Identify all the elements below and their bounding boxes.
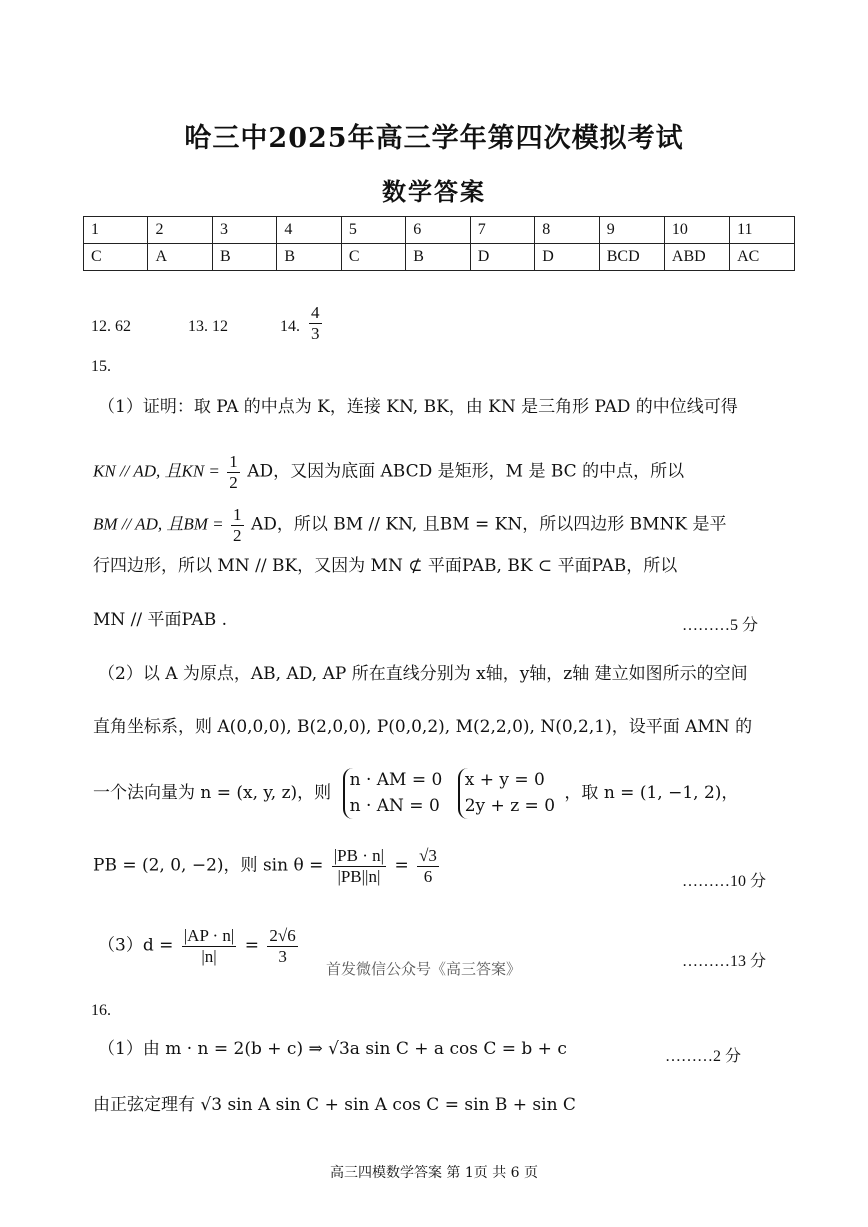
equals-sign: = bbox=[244, 935, 259, 956]
q15-part2-score: ………10 分 bbox=[682, 873, 767, 890]
fraction-denominator: |PB||n| bbox=[337, 866, 381, 886]
answer-cell: AC bbox=[730, 244, 795, 271]
q16-part1-score: ………2 分 bbox=[665, 1048, 742, 1065]
answer-table-number-row bbox=[84, 217, 795, 244]
q15-part2-line4 bbox=[93, 846, 442, 886]
q15-kn-statement: KN // AD, 且KN = bbox=[93, 461, 220, 481]
q15-part1-line2 bbox=[93, 452, 684, 492]
q16-part1-line: （1）由 m · n = 2(b + c) ⇒ √3a sin C + a cos C = b + c bbox=[98, 1039, 567, 1059]
fraction-numerator: |PB · n| bbox=[333, 846, 385, 865]
q15-bm-statement: BM // AD, 且BM = bbox=[93, 514, 224, 534]
question-number-cell: 9 bbox=[599, 217, 664, 244]
answer-cell: B bbox=[212, 244, 276, 271]
system-of-equations-1 bbox=[343, 768, 443, 819]
equation: x + y = 0 bbox=[464, 770, 545, 790]
q15-distance-label: （3）d = bbox=[98, 935, 174, 956]
equation: n · AN = 0 bbox=[349, 795, 440, 816]
q15-part3-score: ………13 分 bbox=[682, 953, 767, 970]
q15-part2-line1: （2）以 A 为原点，AB, AD, AP 所在直线分别为 x轴，y轴，z轴 建立如图所示的空间 bbox=[98, 664, 748, 684]
answer-q14-fraction bbox=[309, 303, 322, 343]
q15-part3-line bbox=[98, 926, 301, 966]
fraction-distance-value bbox=[267, 926, 297, 966]
answer-cell: BCD bbox=[599, 244, 664, 271]
equation: 2y + z = 0 bbox=[464, 795, 556, 816]
question-15-label: 15. bbox=[91, 358, 111, 375]
q16-part1-line2: 由正弦定理有 √3 sin A sin C + sin A cos C = sin B + sin C bbox=[93, 1095, 576, 1115]
fraction-distance bbox=[182, 926, 237, 966]
fraction-denominator: 3 bbox=[311, 323, 320, 343]
answer-cell: C bbox=[341, 244, 405, 271]
answer-cell: A bbox=[148, 244, 212, 271]
fraction-numerator: √3 bbox=[419, 846, 437, 865]
fraction-denominator: 6 bbox=[423, 866, 433, 886]
answer-cell: C bbox=[84, 244, 148, 271]
fraction-one-half bbox=[231, 505, 244, 545]
q15-part1-line3 bbox=[93, 505, 727, 545]
system-of-equations-2 bbox=[458, 768, 555, 819]
question-number-cell: 5 bbox=[341, 217, 405, 244]
q15-parallelogram-statement: AD，所以 BM // KN, 且BM = KN，所以四边形 BMNK 是平 bbox=[250, 514, 727, 535]
fraction-sin-value bbox=[417, 846, 439, 886]
fraction-numerator: 4 bbox=[311, 303, 320, 322]
page-subtitle: 数学答案 bbox=[382, 177, 486, 206]
question-number-cell: 11 bbox=[730, 217, 795, 244]
equals-sign: = bbox=[394, 855, 409, 876]
question-number-cell: 7 bbox=[470, 217, 534, 244]
answer-cell: ABD bbox=[664, 244, 729, 271]
q15-part1-line4: 行四边形，所以 MN // BK，又因为 MN ⊄ 平面PAB, BK ⊂ 平面PAB，所以 bbox=[93, 556, 678, 576]
question-16-label: 16. bbox=[91, 1002, 111, 1019]
answer-cell: B bbox=[406, 244, 470, 271]
question-number-cell: 3 bbox=[212, 217, 276, 244]
page-footer: 高三四模数学答案 第 1页 共 6 页 bbox=[329, 1165, 539, 1181]
q15-part1-score: ………5 分 bbox=[682, 617, 759, 634]
equation: n · AM = 0 bbox=[349, 770, 443, 790]
page-title: 哈三中2025年高三学年第四次模拟考试 bbox=[184, 123, 684, 154]
answer-q12: 12. 62 bbox=[91, 318, 131, 335]
watermark-text: 首发微信公众号《高三答案》 bbox=[326, 960, 522, 978]
q15-part1-line5: MN // 平面PAB . bbox=[93, 610, 227, 630]
answer-q13: 13. 12 bbox=[188, 318, 228, 335]
answer-cell: B bbox=[277, 244, 341, 271]
fraction-numerator: 1 bbox=[229, 452, 238, 471]
answer-q14-label: 14. bbox=[280, 318, 300, 335]
question-number-cell: 2 bbox=[148, 217, 212, 244]
question-number-cell: 1 bbox=[84, 217, 148, 244]
fraction-one-half bbox=[227, 452, 240, 492]
fraction-denominator: |n| bbox=[201, 946, 217, 966]
answer-cell: D bbox=[535, 244, 599, 271]
fraction-sin-theta bbox=[332, 846, 386, 886]
q15-part2-line2: 直角坐标系，则 A(0,0,0), B(2,0,0), P(0,0,2), M(2,2,0), N(0,2,1)，设平面 AMN 的 bbox=[93, 717, 753, 737]
question-number-cell: 10 bbox=[664, 217, 729, 244]
fraction-numerator: |AP · n| bbox=[183, 926, 235, 945]
fraction-numerator: 2√6 bbox=[269, 926, 296, 945]
answer-table bbox=[83, 216, 795, 271]
q15-part2-line3 bbox=[93, 768, 738, 819]
fraction-denominator: 2 bbox=[233, 525, 242, 545]
q15-chosen-normal: ，取 n = (1, −1, 2)， bbox=[564, 783, 739, 803]
q15-part1-line1: （1）证明：取 PA 的中点为 K，连接 KN, BK，由 KN 是三角形 PAD 的中位线可得 bbox=[98, 397, 738, 417]
answer-table-answer-row bbox=[84, 244, 795, 271]
fraction-denominator: 3 bbox=[278, 946, 287, 966]
q15-normal-vector-text: 一个法向量为 n = (x, y, z)，则 bbox=[93, 783, 332, 803]
question-number-cell: 4 bbox=[277, 217, 341, 244]
answer-cell: D bbox=[470, 244, 534, 271]
fraction-numerator: 1 bbox=[233, 505, 242, 524]
q15-rectangle-statement: AD，又因为底面 ABCD 是矩形，M 是 BC 的中点，所以 bbox=[247, 461, 685, 482]
question-number-cell: 8 bbox=[535, 217, 599, 244]
question-number-cell: 6 bbox=[406, 217, 470, 244]
q15-sin-theta-label: PB = (2, 0, −2)，则 sin θ = bbox=[93, 855, 324, 876]
fraction-denominator: 2 bbox=[229, 472, 238, 492]
